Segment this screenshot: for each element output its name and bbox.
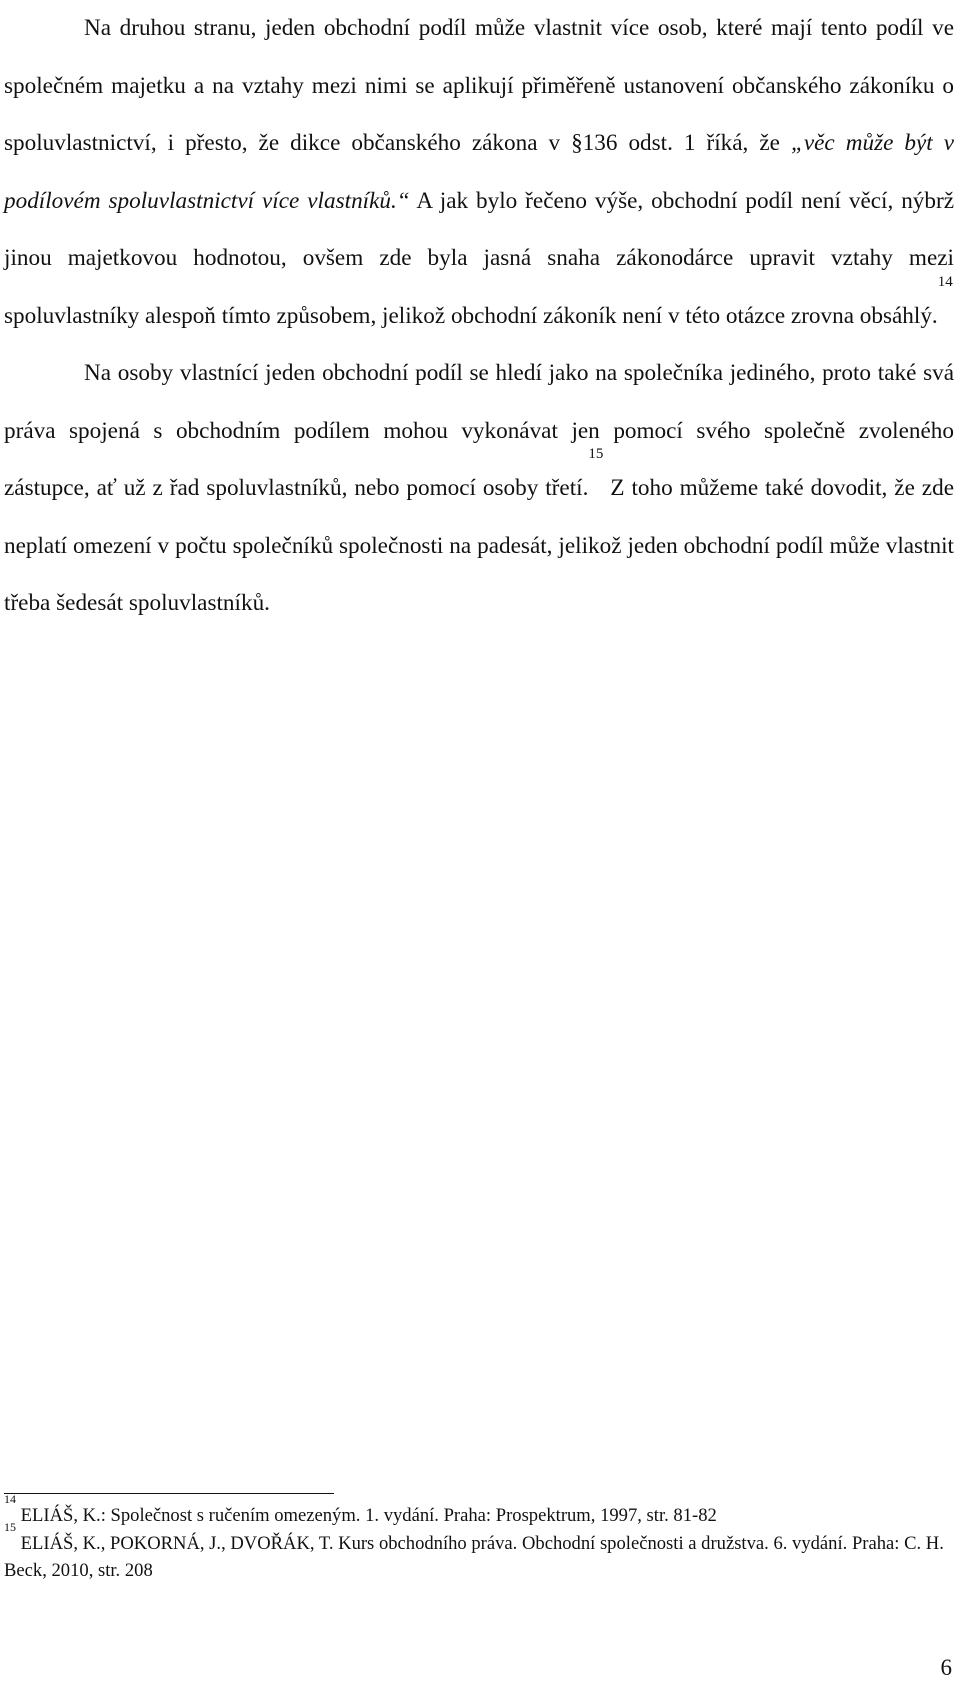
footnote-ref-15[interactable]: 15 xyxy=(588,446,604,462)
paragraph-1 xyxy=(4,0,954,345)
body-text xyxy=(4,0,954,633)
footnote-text: ELIÁŠ, K.: Společnost s ručením omezeným. 1. vydání. Praha: Prospektrum, 1997, str. 81-82 xyxy=(20,1505,717,1526)
paragraph-1-text-a: Na druhou stranu, jeden obchodní podíl může vlastnit více osob, které mají tento podíl ve společném majetku a na vztahy mezi nimi se aplikují přiměřeně ustanovení občanského zákoníku o spoluvlastnictví, i přesto, že dikce občanského zákona v §136 odst. 1 říká, že xyxy=(4,15,954,156)
footnote-ref-14[interactable]: 14 xyxy=(937,273,953,290)
footnote-number: 14 xyxy=(4,1492,16,1506)
paragraph-1-quote: „věc může být v podílovém spoluvlastnictví více vlastníků.“ xyxy=(4,130,955,214)
paragraph-1-text-b: A jak bylo řečeno výše, obchodní podíl není věcí, nýbrž jinou majetkovou hodnotou, ovšem zde byla jasná snaha zákonodárce upravit vztahy mezi spoluvlastníky alespoň tímto způsobem, jelikož obchodní zákoník není v této otázce zrovna obsáhlý. xyxy=(4,187,955,329)
paragraph-2 xyxy=(4,345,954,633)
paragraph-2-text-b: Z toho můžeme také dovodit, že zde neplatí omezení v počtu společníků společnosti na padesát, jelikož jeden obchodní podíl může vlastnit třeba šedesát spoluvlastníků. xyxy=(4,475,954,616)
footnote-text: ELIÁŠ, K., POKORNÁ, J., DVOŘÁK, T. Kurs obchodního práva. Obchodní společnosti a družstva. 6. vydání. Praha: C. H. Beck, 2010, str. 208 xyxy=(4,1532,944,1582)
paragraph-2-text-a: Na osoby vlastnící jeden obchodní podíl se hledí jako na společníka jediného, proto také svá práva spojená s obchodním podílem mohou vykonávat jen pomocí svého společně zvoleného zástupce, ať už z řad spoluvlastníků, nebo pomocí osoby třetí. xyxy=(4,360,954,501)
footnote-number: 15 xyxy=(4,1519,16,1534)
footnotes xyxy=(4,1492,954,1585)
footnote-14 xyxy=(4,1492,954,1530)
page-number: 6 xyxy=(940,1655,952,1680)
footnote-divider xyxy=(4,1493,334,1494)
footnote-15 xyxy=(4,1519,954,1585)
